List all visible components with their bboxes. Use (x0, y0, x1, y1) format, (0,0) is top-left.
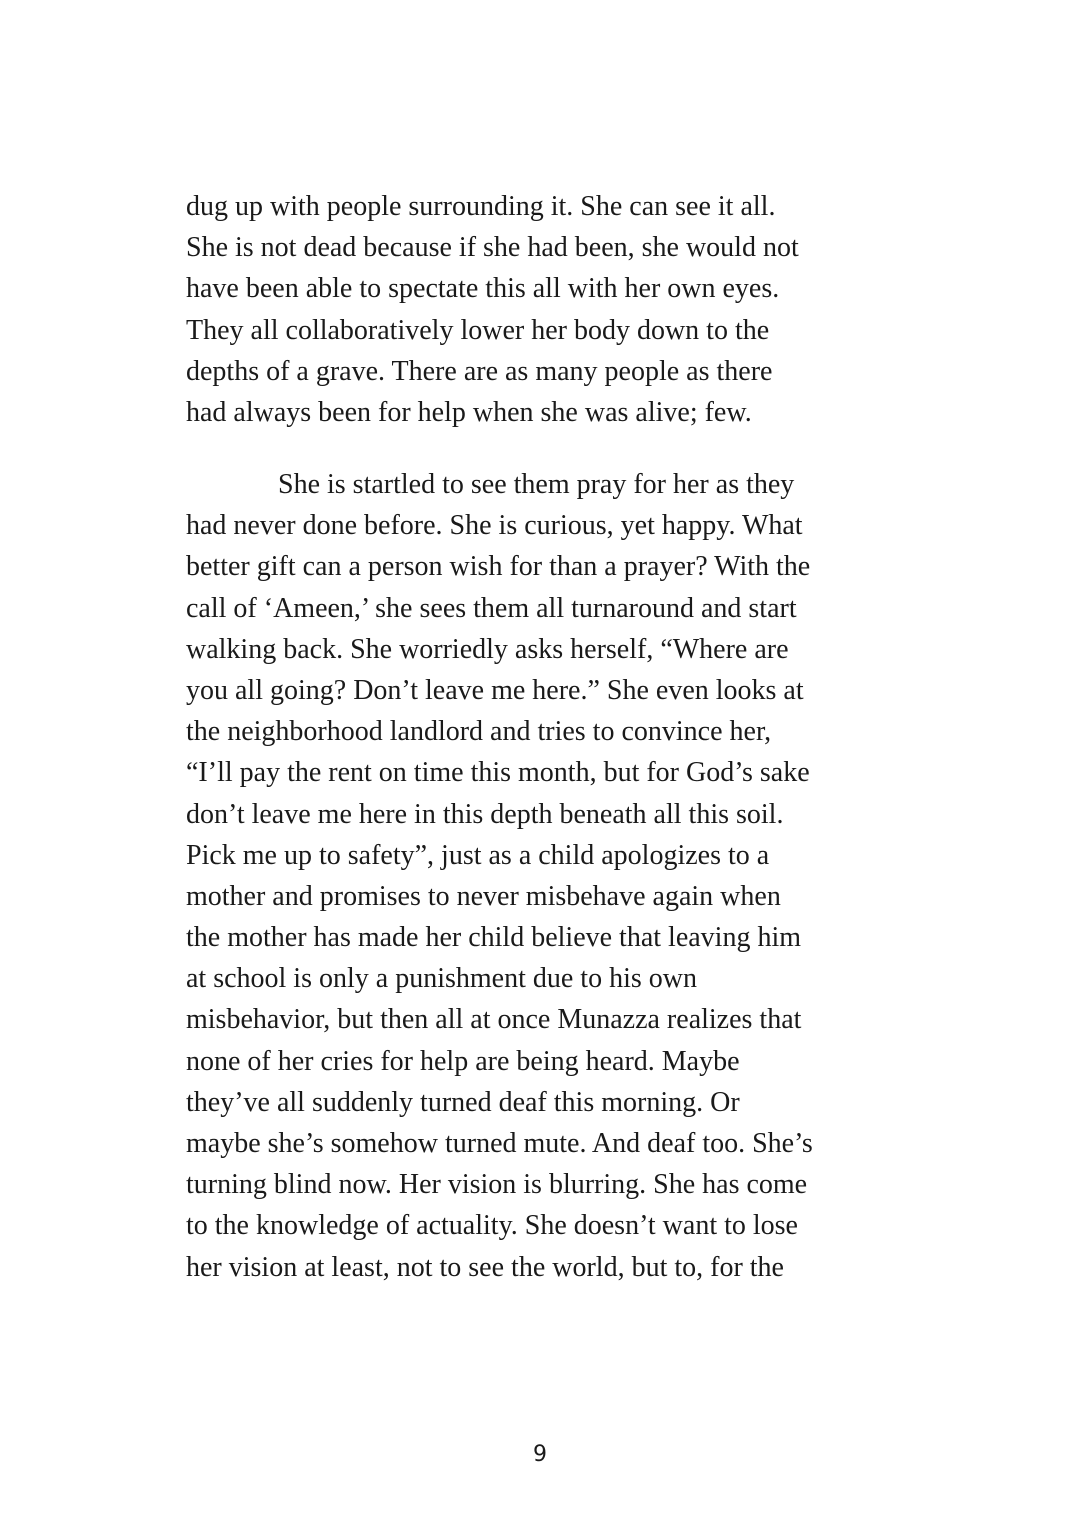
text-line: walking back. She worriedly asks herself, “Where are (186, 633, 789, 665)
text-line: call of ‘Ameen,’ she sees them all turnaround and start (186, 592, 797, 624)
text-line: depths of a grave. There are as many people as there (186, 355, 773, 387)
text-line: better gift can a person wish for than a prayer? With the (186, 551, 811, 583)
text-line: her vision at least, not to see the world, but to, for the (186, 1251, 784, 1283)
text-line: none of her cries for help are being heard. Maybe (186, 1045, 740, 1077)
text-line: “I’ll pay the rent on time this month, but for God’s sake (186, 757, 810, 789)
text-line: the neighborhood landlord and tries to convince her, (186, 716, 772, 748)
text-line: maybe she’s somehow turned mute. And deaf too. She’s (186, 1128, 813, 1159)
paragraph-1 (186, 186, 906, 433)
text-line: don’t leave me here in this depth beneath all this soil. (186, 798, 784, 830)
text-line: had always been for help when she was alive; few. (186, 396, 752, 428)
text-line: They all collaboratively lower her body down to the (186, 314, 770, 346)
text-line: mother and promises to never misbehave again when (186, 880, 781, 912)
text-line: at school is only a punishment due to his own (186, 963, 697, 995)
text-line: dug up with people surrounding it. She can see it all. (186, 191, 776, 222)
text-line: Pick me up to safety”, just as a child apologizes to a (186, 839, 770, 871)
text-line: turning blind now. Her vision is blurring. She has come (186, 1169, 808, 1201)
text-line: to the knowledge of actuality. She doesn’t want to lose (186, 1210, 798, 1242)
paragraph-2 (186, 464, 906, 1288)
text-line: She is startled to see them pray for her as they (278, 469, 795, 500)
text-line: She is not dead because if she had been, she would not (186, 232, 799, 264)
text-line: misbehavior, but then all at once Munazza realizes that (186, 1004, 802, 1036)
text-line: the mother has made her child believe that leaving him (186, 922, 802, 954)
text-line: they’ve all suddenly turned deaf this morning. Or (186, 1086, 740, 1118)
text-line: you all going? Don’t leave me here.” She even looks at (186, 674, 804, 706)
text-line: had never done before. She is curious, yet happy. What (186, 510, 803, 542)
page-number: 9 (533, 1442, 547, 1467)
text-line: have been able to spectate this all with her own eyes. (186, 273, 780, 305)
